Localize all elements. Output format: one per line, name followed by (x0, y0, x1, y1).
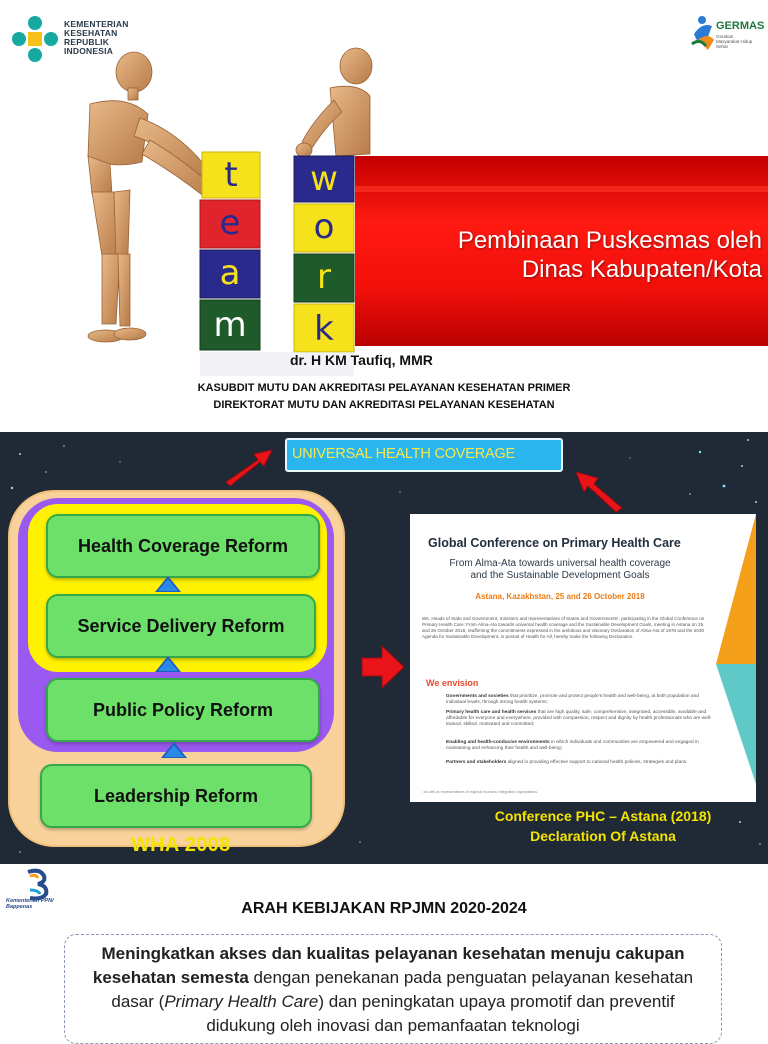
document-date: Astana, Kazakhstan, 25 and 26 October 2018 (475, 592, 645, 601)
block-letter-m: m (213, 305, 247, 345)
document-footnote: ¹ As well as representatives of regional economic integration organizations. (422, 790, 538, 794)
conference-caption-line1: Conference PHC – Astana (2018) (494, 808, 712, 824)
triangle-up-icon (155, 576, 181, 592)
document-title: Global Conference on Primary Health Care (428, 536, 681, 550)
astana-declaration-document (410, 514, 756, 802)
conference-caption (470, 806, 736, 846)
slide-title (342, 226, 762, 284)
triangle-up-icon (161, 742, 187, 758)
bappenas-logo-text: Kementerian PPN/ Bappenas (6, 898, 54, 910)
envision-item: Governments and societies that prioritize, promote and protect people's health and well-being, at both population and individual levels, through strong health systems; (446, 694, 699, 705)
slide-title-line1: Pembinaan Puskesmas oleh (457, 227, 762, 254)
bappenas-logo-icon (6, 868, 66, 898)
arrow-right-icon (360, 642, 406, 692)
germas-tagline: Gerakan Masyarakat Hidup Sehat (716, 34, 753, 49)
author-name: dr. H KM Taufiq, MMR (290, 352, 433, 368)
conference-caption-line2: Declaration Of Astana (530, 828, 676, 844)
policy-statement: Meningkatkan akses dan kualitas pelayanan kesehatan menuju cakupan kesehatan semesta dengan penekanan pada penguatan pelayanan kesehatan dasar (Primary Health Care) dan peningkatan upaya promotif dan preventif didukung oleh inovasi dan pemanfaatan teknologi (92, 944, 694, 1035)
block-letter-a: a (219, 253, 241, 293)
triangle-up-icon (155, 656, 181, 672)
wha-label: WHA 2008 (131, 834, 231, 856)
envision-item: Partners and stakeholders aligned in providing effective support to national health policies, strategies and plans. (446, 760, 688, 765)
slide-title-line2: Dinas Kabupaten/Kota (521, 256, 762, 283)
health-coverage-reform-box: Health Coverage Reform (46, 514, 320, 578)
document-corner-decoration (716, 514, 756, 802)
arrow-up-right-icon (222, 444, 274, 486)
arrow-up-left-icon (572, 466, 626, 514)
germas-logo-text: GERMAS (716, 20, 765, 32)
document-envision-heading: We envision (426, 678, 479, 688)
block-letter-o: o (313, 207, 335, 247)
envision-item: Primary health care and health services that are high quality, safe, comprehensive, integrated, accessible, available and affordable for everyone and everywhere, provided with compassion, respect and dignity by health professionals who are well-trained, skilled, motivated and committed; (446, 710, 712, 727)
right-mannequin (296, 48, 372, 157)
block-letter-r: r (317, 257, 331, 297)
document-subtitle: From Alma-Ata towards universal health coverage and the Sustainable Development Goals (449, 558, 671, 581)
uhc-label: UNIVERSAL HEALTH COVERAGE (292, 446, 516, 462)
rpjmn-title: ARAH KEBIJAKAN RPJMN 2020-2024 (241, 900, 527, 917)
block-letter-e: e (219, 203, 241, 243)
service-delivery-reform-box: Service Delivery Reform (46, 594, 316, 658)
ministry-logo-text: KEMENTERIAN KESEHATAN REPUBLIK INDONESIA (64, 19, 129, 56)
block-letter-t: t (224, 155, 238, 195)
subtitle-line2: DIREKTORAT MUTU DAN AKREDITASI PELAYANAN KESEHATAN (213, 399, 555, 411)
rpjmn-slide (0, 864, 768, 1035)
block-letter-w: w (310, 159, 338, 199)
public-policy-reform-box: Public Policy Reform (46, 678, 320, 742)
subtitle-line1: KASUBDIT MUTU DAN AKREDITASI PELAYANAN KESEHATAN PRIMER (197, 382, 571, 394)
envision-item: Enabling and health-conducive environments in which individuals and communities are empowered and engaged in maintaining and enhancing their health and well-being; (446, 740, 699, 751)
teamwork-illustration (30, 44, 370, 384)
team-blocks (200, 152, 260, 350)
title-slide (0, 0, 768, 432)
leadership-reform-box: Leadership Reform (40, 764, 312, 828)
document-intro: We, Heads of State and Government, ministers and representatives of States and Governments¹, participating in the Global Conference on Primary Health Care: From Alma-Ata towards universal health coverage and the Sustainable Development Goals, meeting in Astana on 25 and 26 October 2018, reaffirming the commitments expressed in the ambitious and visionary Declaration of Alma-Ata of 1978 and the 2030 Agenda for Sustainable Development, in pursuit of Health for All, hereby make the following Declaration. (422, 616, 705, 639)
block-letter-k: k (314, 309, 334, 349)
uhc-slide (0, 432, 768, 864)
